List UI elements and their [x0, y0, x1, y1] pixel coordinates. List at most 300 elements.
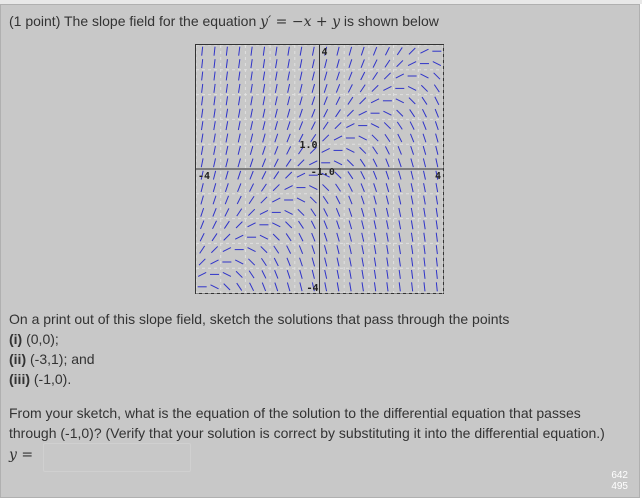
slope-segment: [288, 84, 290, 93]
slope-segment: [250, 171, 253, 179]
slope-segment: [334, 136, 342, 140]
slope-segment: [374, 282, 375, 291]
slope-segment: [251, 109, 253, 118]
slope-segment: [336, 196, 340, 204]
point-ii: [9, 349, 95, 369]
slope-segment: [260, 210, 268, 214]
slope-segment: [202, 59, 203, 68]
slope-segment: [263, 72, 264, 81]
slope-segment: [362, 270, 363, 279]
slope-segment: [202, 47, 203, 56]
slope-segment: [384, 122, 390, 128]
slope-segment: [199, 259, 205, 265]
slope-segment: [201, 121, 202, 130]
slope-segment: [372, 135, 378, 141]
slope-segment: [324, 84, 327, 93]
slope-segment: [361, 196, 364, 205]
slope-segment: [248, 259, 254, 265]
slope-segment: [336, 184, 341, 191]
slope-segment: [238, 171, 241, 180]
slope-segment: [309, 161, 317, 165]
slope-segment: [311, 221, 315, 229]
slope-segment: [349, 258, 351, 267]
slope-segment: [214, 134, 216, 143]
slope-segment: [213, 183, 215, 192]
y-tick-label: 1.0: [299, 140, 318, 152]
slope-segment: [337, 245, 339, 254]
slope-segment: [349, 59, 352, 68]
slope-segment: [397, 60, 403, 66]
intro-suffix: is shown below: [340, 13, 439, 29]
slope-segment: [371, 99, 379, 103]
slope-segment: [322, 148, 330, 152]
slope-segment: [399, 220, 401, 229]
slope-segment: [286, 233, 291, 240]
slope-segment: [250, 146, 252, 155]
slope-segment: [214, 72, 215, 81]
slope-segment: [312, 84, 314, 93]
slope-segment: [362, 245, 364, 254]
slope-segment: [399, 196, 401, 205]
slope-segment: [424, 208, 425, 217]
slope-segment: [434, 73, 440, 79]
slope-segment: [324, 72, 326, 81]
slope-segment: [300, 258, 303, 267]
slope-segment: [226, 96, 227, 105]
slope-segment: [238, 134, 240, 143]
slope-segment: [201, 134, 202, 143]
slope-segment: [275, 270, 278, 278]
slope-segment: [287, 258, 290, 266]
slope-segment: [399, 183, 401, 192]
slope-segment: [275, 121, 277, 130]
slope-segment: [250, 184, 254, 192]
slope-segment: [235, 260, 243, 264]
slope-segment: [251, 59, 252, 68]
slope-segment: [239, 47, 240, 56]
slope-segment: [238, 96, 239, 105]
slope-segment: [337, 47, 339, 56]
slope-segment: [300, 282, 302, 291]
point-iii-value: (-1,0).: [30, 371, 72, 387]
slope-segment: [275, 96, 277, 105]
slope-segment: [435, 97, 439, 105]
slope-segment: [373, 171, 376, 179]
slope-segment: [226, 47, 227, 56]
slope-segment: [226, 146, 228, 155]
slope-segment: [359, 111, 367, 115]
slope-segment: [275, 72, 277, 81]
slope-segment: [360, 147, 366, 153]
slope-segment: [386, 159, 389, 167]
slope-segment: [399, 233, 400, 242]
slope-segment: [334, 161, 342, 165]
slope-segment: [261, 258, 266, 265]
slope-segment: [337, 270, 339, 279]
slope-segment: [298, 209, 304, 215]
slope-segment: [288, 59, 290, 68]
slope-segment: [335, 122, 341, 128]
slope-segment: [409, 98, 415, 104]
slope-segment: [272, 198, 280, 202]
slope-segment: [408, 62, 416, 66]
slope-segment: [248, 248, 256, 252]
slope-segment: [350, 270, 352, 279]
slope-segment: [312, 258, 314, 267]
slope-segment: [250, 283, 254, 291]
slope-segment: [260, 235, 268, 239]
slope-segment: [285, 210, 293, 214]
slope-segment: [360, 98, 366, 104]
slope-segment: [202, 109, 203, 118]
slope-segment: [251, 72, 252, 81]
slope-segment: [312, 72, 314, 81]
slope-segment: [226, 171, 228, 180]
slope-segment: [337, 258, 339, 267]
corner-badge-line1: 642: [611, 470, 628, 481]
slope-segment: [322, 135, 328, 141]
slope-segment: [436, 245, 437, 254]
slope-segment: [261, 246, 267, 252]
slope-segment: [287, 282, 289, 291]
slope-segment: [346, 124, 354, 128]
slope-segment: [238, 183, 241, 191]
slope-segment: [349, 220, 351, 229]
slope-segment: [299, 121, 302, 129]
slope-segment: [397, 47, 402, 54]
slope-segment: [386, 171, 389, 180]
slope-segment: [211, 260, 219, 264]
slope-segment: [325, 59, 327, 68]
slope-segment: [237, 209, 242, 216]
slope-segment: [263, 109, 265, 118]
slope-segment: [387, 258, 388, 267]
slope-segment: [299, 233, 303, 241]
slope-segment: [322, 184, 328, 190]
slope-segment: [312, 47, 314, 56]
slope-segment: [408, 86, 416, 90]
slope-segment: [300, 96, 302, 105]
slope-segment: [436, 208, 437, 217]
slope-segment: [347, 110, 353, 116]
slope-segment: [436, 233, 437, 242]
slope-segment: [285, 222, 291, 228]
slope-segment: [287, 121, 290, 130]
slope-segment: [360, 159, 365, 166]
slope-segment: [311, 209, 316, 216]
slope-segment: [250, 134, 252, 143]
slope-segment: [287, 146, 291, 154]
axis-label-left: -4: [198, 171, 211, 182]
point-ii-value: (-3,1); and: [26, 351, 95, 367]
slope-segment: [337, 233, 339, 242]
slope-segment: [263, 96, 265, 105]
slope-segment: [273, 234, 279, 240]
slope-segment: [424, 233, 425, 242]
slope-segment: [396, 99, 404, 103]
slope-segment: [311, 122, 315, 130]
slope-segment: [324, 233, 327, 242]
slope-segment: [361, 171, 365, 179]
slope-segment: [335, 172, 341, 178]
slope-segment: [362, 220, 364, 229]
slope-segment: [436, 183, 438, 192]
slope-segment: [226, 72, 227, 81]
slope-segment: [214, 146, 216, 155]
slope-segment: [373, 60, 377, 68]
slope-segment: [397, 122, 402, 129]
axis-label-top: 4: [321, 47, 328, 58]
slope-segment: [374, 258, 375, 267]
slope-segment: [411, 146, 414, 155]
slope-segment: [399, 245, 400, 254]
slope-segment: [398, 159, 401, 168]
slope-segment: [288, 96, 290, 105]
slope-segment: [349, 47, 351, 56]
slope-segment: [433, 62, 441, 66]
slope-segment: [411, 233, 412, 242]
slope-segment: [411, 158, 413, 167]
slope-segment: [411, 245, 412, 254]
slope-segment: [251, 47, 252, 56]
slope-segment: [373, 47, 376, 55]
slope-segment: [202, 96, 203, 105]
slope-segment: [411, 196, 413, 205]
slope-segment: [324, 208, 328, 216]
slope-segment: [213, 221, 217, 229]
slope-segment: [225, 208, 229, 216]
slope-segment: [325, 270, 327, 279]
slope-segment: [324, 221, 327, 229]
slope-segment: [436, 196, 437, 205]
slope-segment: [424, 258, 425, 267]
slope-segment: [323, 196, 328, 203]
slope-segment: [312, 270, 314, 279]
slope-segment: [396, 74, 404, 78]
slope-segment: [272, 223, 280, 227]
slope-segment: [435, 109, 438, 117]
slope-segment: [424, 245, 425, 254]
slope-segment: [350, 282, 351, 291]
slope-segment: [386, 208, 388, 217]
slope-segment: [374, 220, 376, 229]
slope-segment: [398, 134, 402, 142]
point-iii: [9, 369, 71, 389]
slope-segment: [361, 208, 363, 217]
slope-segment: [202, 84, 203, 93]
slope-segment: [361, 59, 364, 67]
slope-segment: [200, 246, 205, 253]
slope-segment: [211, 246, 217, 252]
slope-segment: [399, 258, 400, 267]
slope-segment: [324, 109, 328, 117]
slope-segment: [348, 97, 353, 104]
slope-segment: [424, 282, 425, 291]
slope-segment: [299, 245, 302, 253]
slope-segment: [349, 196, 352, 204]
slope-segment: [436, 158, 438, 167]
slope-segment: [387, 220, 389, 229]
slope-segment: [224, 234, 230, 240]
slope-segment: [236, 222, 242, 228]
slope-segment: [201, 146, 203, 155]
slope-segment: [374, 233, 376, 242]
slope-segment: [421, 85, 427, 91]
slope-segment: [360, 85, 365, 92]
slope-segment: [336, 208, 339, 216]
slope-segment: [238, 109, 240, 118]
slope-segment: [263, 121, 265, 130]
x-tick-label: -1.0: [310, 167, 335, 178]
slope-segment: [410, 134, 413, 142]
slope-segment: [386, 183, 388, 192]
slope-segment: [263, 84, 265, 93]
slope-segment: [423, 171, 425, 180]
slope-segment: [275, 146, 278, 154]
slope-segment: [214, 84, 215, 93]
slope-segment: [423, 158, 425, 167]
slope-segment: [214, 158, 216, 167]
slope-segment: [399, 270, 400, 279]
slope-segment: [214, 59, 215, 68]
slope-segment: [251, 84, 252, 93]
slope-segment: [276, 47, 277, 56]
slope-segment: [385, 60, 390, 67]
slope-segment: [226, 134, 228, 143]
slope-segment: [411, 183, 413, 192]
slope-segment: [274, 159, 278, 167]
slope-segment: [424, 270, 425, 279]
slope-segment: [285, 186, 293, 190]
slope-segment: [423, 121, 426, 129]
slope-segment: [214, 109, 215, 118]
slope-segment: [436, 134, 438, 143]
slope-segment: [223, 248, 231, 252]
slope-segment: [201, 221, 204, 229]
slope-segment: [263, 134, 265, 143]
slope-segment: [374, 196, 376, 205]
slope-segment: [362, 233, 364, 242]
slope-segment: [226, 158, 228, 167]
slope-segment: [411, 220, 412, 229]
slope-segment: [198, 272, 206, 276]
slope-segment: [422, 97, 427, 104]
slope-segment: [387, 245, 388, 254]
slope-segment: [323, 122, 328, 129]
slope-segment: [225, 196, 228, 204]
point-ii-label: (ii): [9, 351, 27, 367]
slope-segment: [286, 159, 291, 166]
slope-segment: [385, 47, 389, 55]
slope-segment: [411, 208, 413, 217]
slope-segment: [434, 85, 439, 92]
slope-segment: [374, 245, 376, 254]
slope-segment: [349, 245, 351, 254]
slope-segment: [275, 84, 277, 93]
slope-segment: [349, 208, 352, 217]
equation: y′ = −x + y: [260, 14, 341, 30]
slope-segment: [385, 146, 389, 154]
slope-segment: [226, 84, 227, 93]
slope-segment: [226, 121, 228, 130]
axis-label-right: 4: [434, 171, 441, 182]
answer-input[interactable]: [43, 443, 191, 472]
slope-segment: [287, 134, 290, 142]
slope-segment: [214, 47, 215, 56]
slope-segment: [262, 283, 265, 291]
slope-segment: [436, 270, 437, 279]
slope-segment: [239, 84, 240, 93]
slope-segment: [274, 246, 279, 253]
slope-segment: [300, 84, 302, 93]
slope-segment: [214, 96, 215, 105]
slope-segment: [373, 159, 377, 167]
slope-segment: [224, 284, 230, 290]
slope-segment: [423, 146, 425, 155]
slope-segment: [312, 245, 315, 254]
slope-segment: [211, 285, 219, 289]
slope-segment: [309, 186, 317, 190]
slope-segment: [214, 121, 215, 130]
slope-segment: [312, 233, 315, 241]
slope-segment: [324, 97, 327, 105]
slope-segment: [362, 258, 364, 267]
slope-segment: [251, 121, 253, 130]
slope-segment: [213, 208, 216, 216]
slope-segment: [200, 233, 204, 241]
slope-segment: [386, 196, 388, 205]
slope-segment: [312, 59, 314, 68]
slope-segment: [288, 47, 289, 56]
slope-segment: [436, 220, 437, 229]
slope-segment: [337, 221, 340, 230]
slope-segment: [409, 48, 415, 54]
slope-field-figure: [195, 44, 444, 294]
slope-segment: [248, 209, 254, 215]
slope-segment: [213, 196, 216, 205]
slope-segment: [287, 270, 290, 279]
slope-segment: [287, 246, 291, 254]
slope-segment: [225, 183, 228, 192]
slope-segment: [237, 283, 242, 290]
slope-segment: [288, 72, 290, 81]
slope-segment: [412, 282, 413, 291]
slope-segment: [248, 223, 256, 227]
slope-segment: [336, 84, 339, 92]
slope-segment: [300, 109, 303, 118]
slope-segment: [249, 271, 254, 278]
slope-segment: [337, 72, 340, 81]
slope-segment: [300, 59, 302, 68]
slope-segment: [236, 271, 242, 277]
slope-segment: [285, 172, 291, 178]
slope-segment: [249, 196, 254, 203]
slope-segment: [238, 158, 240, 167]
intro-prefix: (1 point) The slope field for the equation: [9, 13, 261, 29]
slope-segment: [385, 134, 390, 141]
slope-segment: [387, 270, 388, 279]
point-i-label: (i): [9, 331, 23, 347]
slope-segment: [251, 96, 253, 105]
slope-segment: [436, 282, 437, 291]
slope-segment: [399, 171, 401, 180]
slope-segment: [250, 159, 253, 168]
slope-segment: [424, 196, 426, 205]
slope-segment: [436, 258, 437, 267]
slope-segment: [410, 122, 414, 130]
slope-segment: [312, 97, 315, 106]
slope-segment: [261, 197, 267, 203]
